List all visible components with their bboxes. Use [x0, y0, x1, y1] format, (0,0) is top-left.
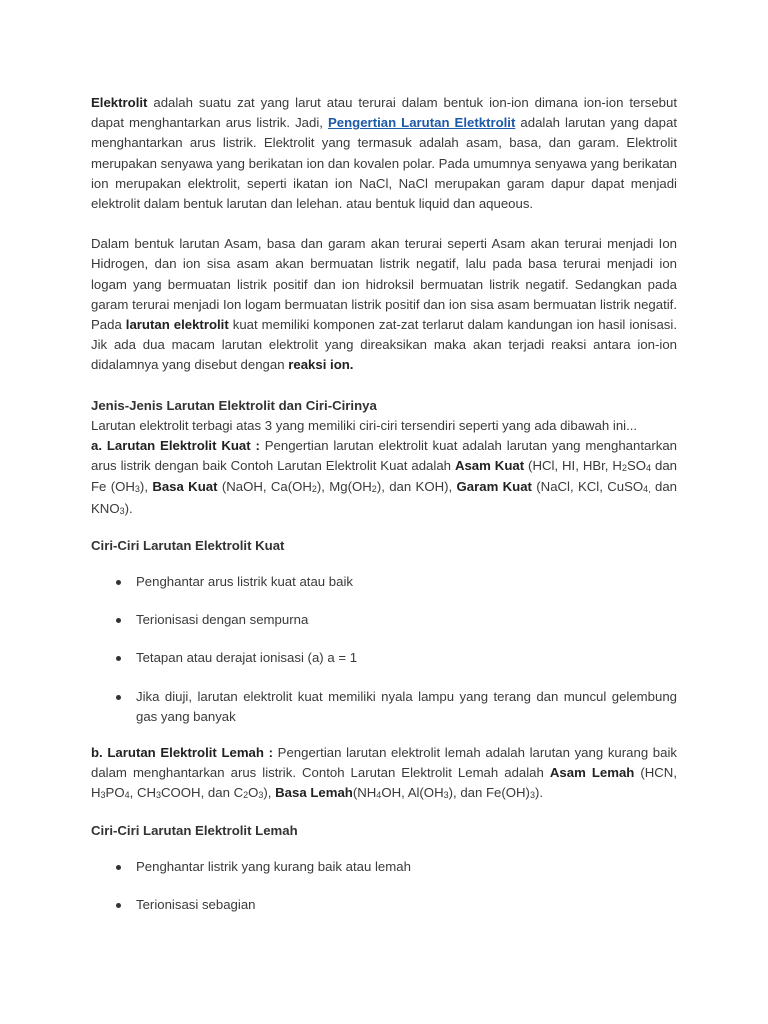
- section-heading-types: Jenis-Jenis Larutan Elektrolit dan Ciri-Cirinya: [91, 397, 377, 413]
- bullet-icon: [116, 618, 121, 623]
- list-item: Penghantar listrik yang kurang baik atau lemah: [91, 857, 677, 877]
- bold-term: Elektrolit: [91, 95, 148, 110]
- list-item: Terionisasi sebagian: [91, 895, 677, 915]
- bold-term: reaksi ion.: [288, 357, 354, 373]
- paragraph-electrolyte-definition: Elektrolit adalah suatu zat yang larut atau terurai dalam bentuk ion-ion dimana ion-ion tersebut dapat menghantarkan arus listrik. Jadi, Pengertian Larutan Eletktrolit adalah larutan yang dapat menghantarkan arus listrik. Elektrolit yang termasuk adalah asam, basa, dan garam. Elektrolit merupakan senyawa yang berikatan ion dan kovalen polar. Pada umumnya senyawa yang berikatan ion merupakan elektrolit, seperti ikatan ion NaCl, NaCl merupakan garam dapur dapat menjadi elektrolit dalam bentuk larutan dan lelehan. atau bentuk liquid dan aqueous.: [91, 95, 677, 212]
- bullet-icon: [116, 865, 121, 870]
- link-pengertian-larutan[interactable]: Pengertian Larutan Eletktrolit: [327, 115, 516, 131]
- list-item: Jika diuji, larutan elektrolit kuat memiliki nyala lampu yang terang dan muncul gelembung gas yang banyak: [91, 687, 677, 727]
- list-weak-characteristics: [91, 857, 677, 915]
- list-item: Penghantar arus listrik kuat atau baik: [91, 572, 677, 592]
- list-heading-weak: Ciri-Ciri Larutan Elektrolit Lemah: [91, 822, 298, 838]
- list-strong-characteristics: [91, 572, 677, 727]
- section-intro: Larutan elektrolit terbagi atas 3 yang memiliki ciri-ciri tersendiri seperti yang ada dibawah ini...: [91, 417, 638, 433]
- bold-term: larutan elektrolit: [125, 317, 229, 333]
- paragraph-ionization: Dalam bentuk larutan Asam, basa dan garam akan terurai seperti Asam akan terurai menjadi Ion Hidrogen, dan ion sisa asam akan bermuatan listrik negatif, lalu pada basa terurai menjadi ion logam yang bermuatan listrik positif dan ion hidroksil bermuatan listrik negatif. Sedangkan pada garam terurai menjadi Ion logam bermuatan listrik positif dan ion sisa asam bermuatan listrik negatif. Pada larutan elektrolit kuat memiliki komponen zat-zat terlarut dalam kandungan ion hasil ionisasi. Jik ada dua macam larutan elektrolit yang direaksikan maka akan terjadi reaksi antara ion-ion didalamnya yang disebut dengan reaksi ion.: [91, 236, 677, 373]
- bullet-icon: [116, 656, 121, 661]
- bullet-icon: [116, 695, 121, 700]
- list-heading-strong: Ciri-Ciri Larutan Elektrolit Kuat: [91, 537, 285, 553]
- list-item: Tetapan atau derajat ionisasi (a) a = 1: [91, 648, 677, 668]
- paragraph-strong-electrolyte: a. Larutan Elektrolit Kuat : Pengertian larutan elektrolit kuat adalah larutan yang menghantarkan arus listrik dengan baik Contoh Larutan Elektrolit Kuat adalah Asam Kuat (HCl, HI, HBr, $H_2SO_4$ dan Fe $(OH_3)$, Basa Kuat (NaOH, $Ca(OH_2)$, $Mg(OH_2)$, dan KOH), Garam Kuat (NaCl, KCl, CuSO$_{4,}$ dan $KNO_3$).: [91, 438, 678, 516]
- paragraph-weak-electrolyte: b. Larutan Elektrolit Lemah : Pengertian larutan elektrolit lemah adalah larutan yang kurang baik dalam menghantarkan arus listrik. Contoh Larutan Elektrolit Lemah adalah Asam Lemah (HCN, $H_3PO_4$, $CH_3COOH$, dan $C_2O_3$), Basa $Lemah(NH_4OH$, $Al(OH_3)$, dan $Fe(OH)_3$).: [91, 745, 677, 801]
- list-item: Terionisasi dengan sempurna: [91, 610, 677, 630]
- bullet-icon: [116, 903, 121, 908]
- document-page: [91, 93, 677, 915]
- bullet-icon: [116, 580, 121, 585]
